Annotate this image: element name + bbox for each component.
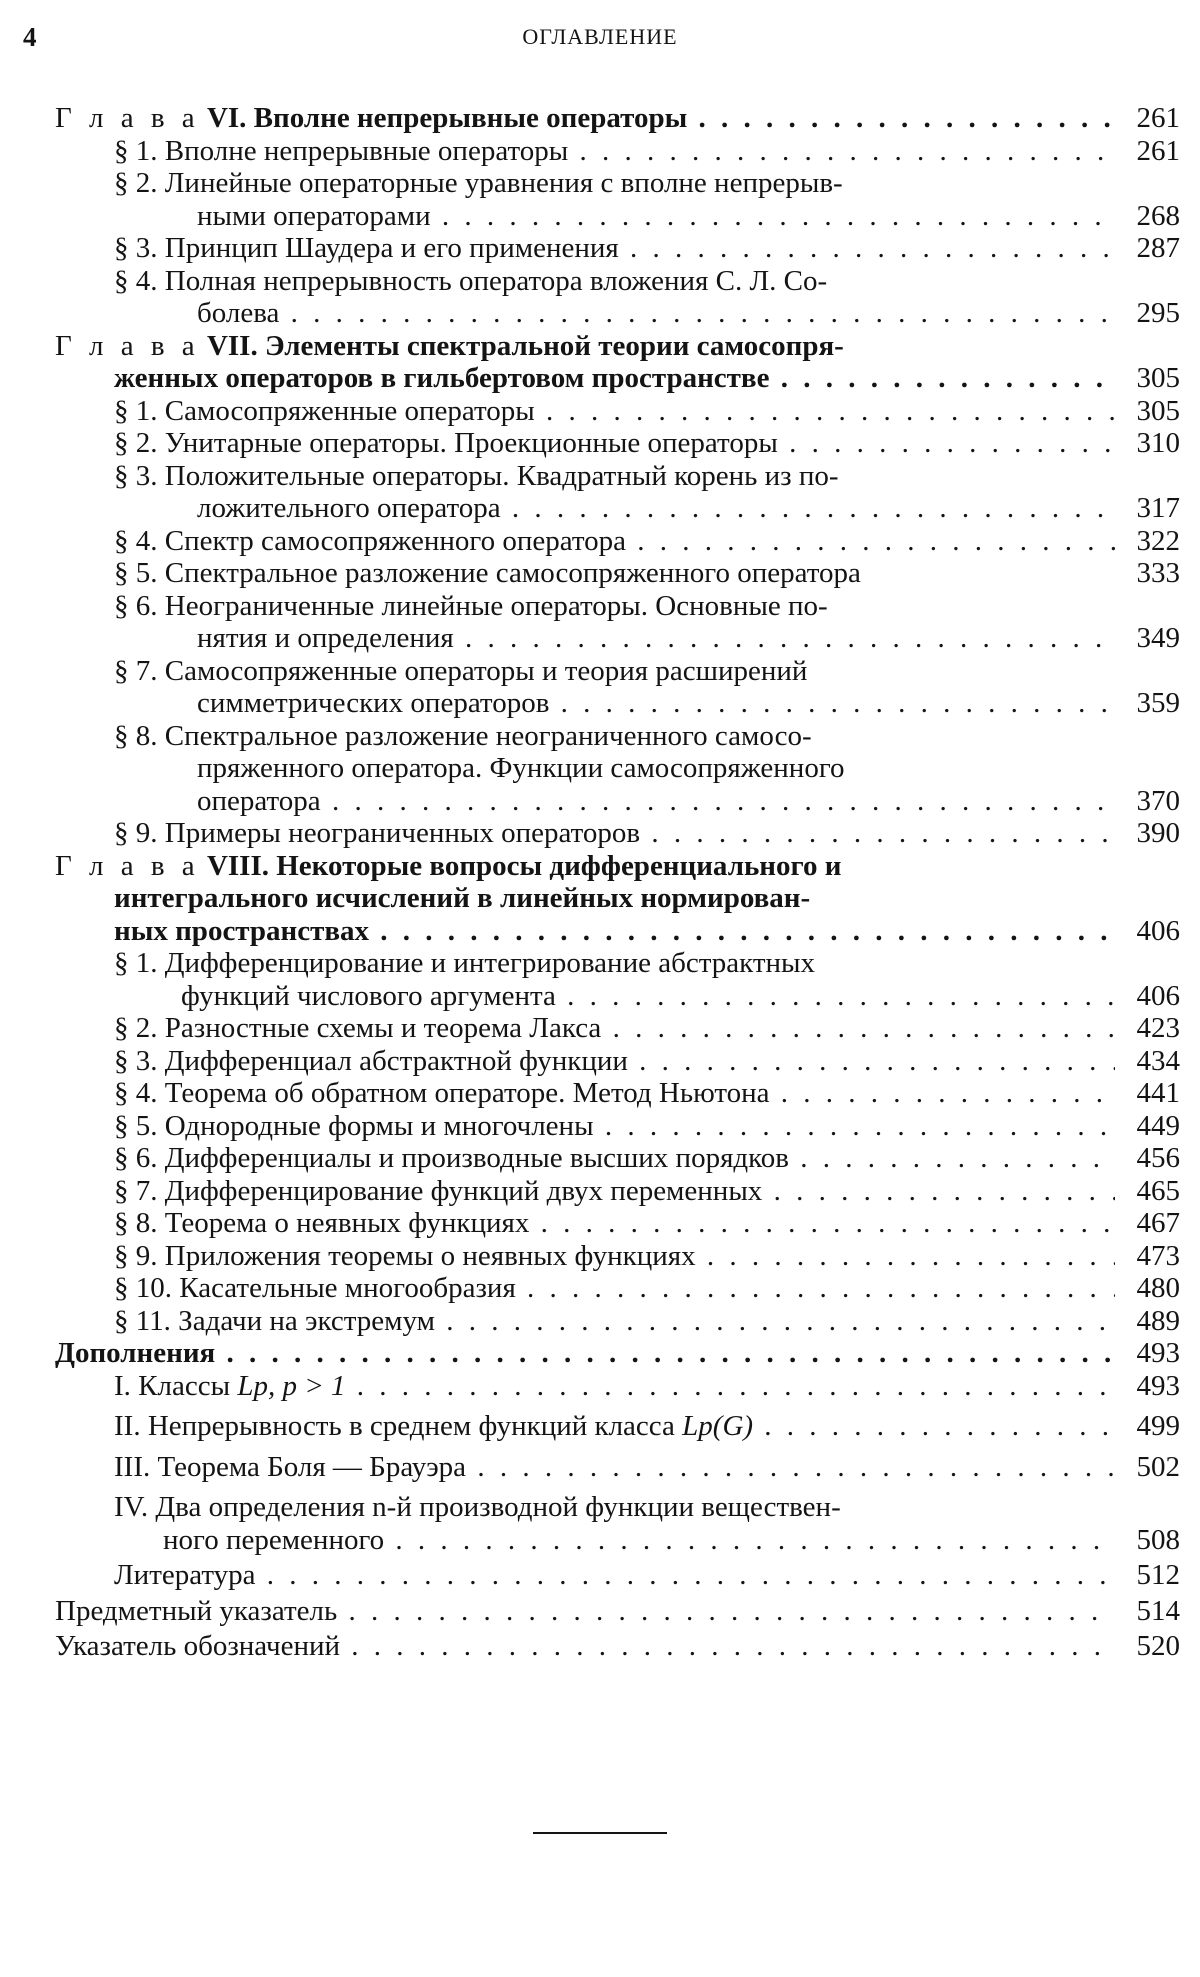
toc-entry-title — [114, 882, 810, 915]
toc-entry-text: женных операторов в гильбертовом пространстве — [114, 362, 770, 394]
toc-entry-title — [114, 817, 1115, 850]
toc-entry — [55, 622, 1180, 655]
toc-entry — [55, 1207, 1180, 1240]
toc-entry-title — [55, 850, 841, 883]
toc-entry — [55, 817, 1180, 850]
toc-entry-title — [114, 1451, 1115, 1484]
toc-page-number: 261 — [1136, 102, 1180, 134]
toc-entry — [55, 362, 1180, 395]
toc-page-number: 467 — [1136, 1207, 1180, 1239]
toc-entry-title — [114, 1175, 1115, 1208]
toc-entry-text: § 3. Дифференциал абстрактной функции — [114, 1044, 628, 1077]
toc-entry-text: § 5. Спектральное разложение самосопряженного оператора — [114, 557, 861, 589]
toc-entry — [55, 1175, 1180, 1208]
toc-entry — [55, 1272, 1180, 1305]
toc-entry-text: ными операторами — [197, 199, 431, 232]
toc-entry — [55, 850, 1180, 883]
toc-entry-text: § 4. Полная непрерывность оператора вложения С. Л. Со- — [114, 264, 828, 297]
toc-entry — [55, 102, 1180, 135]
toc-page-number: 514 — [1136, 1594, 1180, 1627]
toc-entry — [55, 1142, 1180, 1175]
toc-page-number: 441 — [1136, 1077, 1180, 1109]
toc-entry-text: IV. Два определения n-й производной функции веществен- — [114, 1491, 841, 1523]
toc-entry — [55, 1595, 1180, 1628]
toc-entry — [55, 655, 1180, 688]
toc-page-number: 456 — [1136, 1142, 1180, 1174]
toc-entry-text: § 5. Однородные формы и многочлены — [114, 1109, 594, 1142]
toc-entry-text: § 9. Примеры неограниченных операторов — [114, 817, 641, 849]
toc-entry-title — [197, 200, 1115, 233]
toc-entry — [55, 1110, 1180, 1143]
toc-entry — [55, 395, 1180, 428]
toc-entry-text: Предметный указатель — [55, 1594, 338, 1627]
toc-entry-text: § 3. Положительные операторы. Квадратный корень из по- — [114, 459, 839, 492]
separator-rule — [533, 1832, 667, 1834]
toc-entry-title — [114, 1272, 1115, 1305]
toc-entry — [55, 1077, 1180, 1110]
toc-entry-title — [114, 1370, 1115, 1403]
table-of-contents — [55, 102, 1180, 1663]
toc-entry-text: VIII. Некоторые вопросы дифференциального и — [199, 849, 842, 882]
toc-entry-text: III. Теорема Боля — Брауэра — [114, 1450, 467, 1483]
toc-entry-title — [197, 622, 1115, 655]
toc-entry-text: § 6. Дифференциалы и производные высших порядков — [114, 1142, 789, 1174]
toc-entry-title — [181, 980, 1115, 1013]
toc-page-number: 287 — [1136, 232, 1180, 264]
toc-entry — [55, 752, 1180, 785]
toc-entry — [55, 947, 1180, 980]
toc-entry-text: § 8. Спектральное разложение неограниченного самосо- — [114, 719, 812, 752]
toc-entry-title — [114, 590, 828, 623]
toc-entry-text: § 2. Линейные операторные уравнения с вполне непрерыв- — [114, 167, 843, 199]
toc-entry-text: § 3. Принцип Шаудера и его применения — [114, 232, 619, 264]
toc-entry-title — [197, 492, 1115, 525]
toc-entry-text: болева — [197, 297, 280, 329]
toc-page-number: 406 — [1136, 914, 1180, 947]
toc-entry-text: ных пространствах — [114, 914, 370, 947]
toc-entry — [55, 330, 1180, 363]
toc-entry-text: оператора — [197, 784, 321, 817]
toc-entry — [55, 1630, 1180, 1663]
toc-entry-title — [163, 1524, 1115, 1557]
toc-entry — [55, 167, 1180, 200]
toc-entry — [55, 590, 1180, 623]
toc-entry-title — [114, 1240, 1115, 1273]
toc-entry — [55, 492, 1180, 525]
running-head: ОГЛАВЛЕНИЕ — [522, 24, 678, 49]
toc-entry-text: § 9. Приложения теоремы о неявных функциях — [114, 1239, 696, 1272]
toc-entry — [55, 1012, 1180, 1045]
toc-entry-text: Дополнения — [55, 1337, 216, 1369]
toc-entry-text: симметрических операторов — [197, 687, 550, 719]
toc-entry — [55, 1524, 1180, 1557]
toc-entry — [55, 460, 1180, 493]
toc-entry — [55, 1240, 1180, 1273]
toc-entry-text: § 4. Спектр самосопряженного оператора — [114, 524, 627, 557]
toc-page-number: 502 — [1136, 1450, 1180, 1483]
toc-entry-text: § 1. Самосопряженные операторы — [114, 394, 535, 427]
toc-entry — [55, 297, 1180, 330]
toc-page-number: 333 — [1136, 557, 1180, 589]
toc-entry-title — [55, 1337, 1115, 1370]
chapter-prefix: Г л а в а — [55, 329, 200, 362]
toc-page-number: 305 — [1136, 362, 1180, 394]
toc-entry — [55, 980, 1180, 1013]
toc-entry-text: § 8. Теорема о неявных функциях — [114, 1207, 530, 1239]
toc-entry-text: ложительного оператора — [197, 492, 501, 524]
toc-entry-title — [114, 167, 843, 200]
toc-entry — [55, 785, 1180, 818]
toc-entry-title — [114, 460, 839, 493]
toc-entry-title — [197, 297, 1115, 330]
toc-entry-title — [114, 265, 827, 298]
toc-page-number: 508 — [1136, 1523, 1180, 1556]
toc-entry-text: интегрального исчислений в линейных нормирован- — [114, 882, 811, 914]
toc-page-number: 349 — [1136, 622, 1180, 654]
toc-entry — [55, 265, 1180, 298]
page-number: 4 — [23, 22, 37, 52]
toc-entry-title — [114, 720, 812, 753]
toc-entry-title — [197, 785, 1115, 818]
toc-entry-title — [114, 525, 1115, 558]
toc-page-number: 480 — [1136, 1272, 1180, 1304]
toc-entry-text: I. Классы — [114, 1369, 238, 1402]
toc-page-number: 310 — [1136, 427, 1180, 459]
toc-entry-title — [114, 557, 861, 590]
toc-entry — [55, 1337, 1180, 1370]
toc-entry-text: функций числового аргумента — [181, 979, 556, 1012]
toc-entry-title — [114, 1077, 1115, 1110]
toc-page-number: 489 — [1136, 1304, 1180, 1337]
toc-entry-text: VI. Вполне непрерывные операторы — [199, 102, 688, 134]
toc-entry-title — [114, 1045, 1115, 1078]
toc-entry — [55, 1045, 1180, 1078]
toc-entry-text: § 2. Унитарные операторы. Проекционные операторы — [114, 427, 778, 459]
toc-entry — [55, 720, 1180, 753]
toc-entry-text: § 7. Самосопряженные операторы и теория расширений — [114, 654, 808, 687]
toc-entry-text: II. Непрерывность в среднем функций класса — [114, 1410, 683, 1442]
toc-entry-title — [114, 1110, 1115, 1143]
toc-entry-text: ного переменного — [163, 1523, 385, 1556]
toc-entry-title — [197, 687, 1115, 720]
toc-entry — [55, 200, 1180, 233]
toc-page-number: 520 — [1136, 1630, 1180, 1662]
toc-entry — [55, 882, 1180, 915]
toc-entry-title — [114, 427, 1115, 460]
toc-entry — [55, 1305, 1180, 1338]
toc-entry-text: § 7. Дифференцирование функций двух переменных — [114, 1174, 763, 1207]
toc-entry-text: § 2. Разностные схемы и теорема Лакса — [114, 1012, 602, 1044]
toc-entry-title — [197, 752, 845, 785]
toc-entry-title — [114, 1410, 1115, 1443]
toc-entry-text: § 1. Вполне непрерывные операторы — [114, 134, 569, 167]
toc-entry — [55, 1451, 1180, 1484]
toc-entry-text: § 1. Дифференцирование и интегрирование абстрактных — [114, 947, 815, 979]
toc-entry — [55, 135, 1180, 168]
toc-entry-text: VII. Элементы спектральной теории самосопря- — [199, 329, 844, 362]
chapter-prefix: Г л а в а — [55, 102, 200, 134]
toc-entry — [55, 1559, 1180, 1592]
toc-entry-title — [55, 330, 844, 363]
toc-entry-title — [114, 947, 815, 980]
toc-entry-text: § 6. Неограниченные линейные операторы. Основные по- — [114, 589, 828, 622]
toc-entry — [55, 1491, 1180, 1524]
toc-entry-text: Литература — [114, 1559, 256, 1591]
toc-page-number: 370 — [1136, 784, 1180, 817]
toc-page-number: 295 — [1136, 297, 1180, 329]
toc-page-number: 406 — [1136, 979, 1180, 1012]
toc-page-number: 465 — [1136, 1174, 1180, 1207]
toc-entry-title — [55, 1595, 1115, 1628]
toc-entry-title — [114, 655, 807, 688]
toc-entry-title — [114, 915, 1115, 948]
toc-page-number: 434 — [1136, 1044, 1180, 1077]
toc-entry-text: § 11. Задачи на экстремум — [114, 1304, 435, 1337]
toc-entry-title — [114, 1491, 841, 1524]
toc-page-number: 317 — [1136, 492, 1180, 524]
toc-entry — [55, 525, 1180, 558]
toc-entry-title — [114, 395, 1115, 428]
toc-entry-title — [114, 1142, 1115, 1175]
toc-entry — [55, 687, 1180, 720]
toc-entry-title — [55, 102, 1115, 135]
toc-page-number: 305 — [1136, 394, 1180, 427]
toc-entry — [55, 1370, 1180, 1403]
toc-entry-title — [114, 362, 1115, 395]
toc-page-number: 322 — [1136, 524, 1180, 557]
toc-entry-title — [114, 1207, 1115, 1240]
toc-page-number: 493 — [1136, 1337, 1180, 1369]
toc-entry-text: пряженного оператора. Функции самосопряженного — [197, 752, 845, 784]
math-formula: Lp(G) — [682, 1410, 754, 1442]
toc-entry — [55, 427, 1180, 460]
toc-page-number: 268 — [1136, 199, 1180, 232]
toc-page-number: 512 — [1136, 1559, 1180, 1591]
toc-page-number: 493 — [1136, 1369, 1180, 1402]
toc-entry-title — [55, 1630, 1115, 1663]
toc-page-number: 499 — [1136, 1410, 1180, 1442]
math-formula: Lp, p > 1 — [237, 1369, 346, 1402]
toc-entry-title — [114, 1305, 1115, 1338]
toc-page-number: 390 — [1136, 817, 1180, 849]
toc-entry-title — [114, 135, 1115, 168]
chapter-prefix: Г л а в а — [55, 849, 200, 882]
toc-entry — [55, 557, 1180, 590]
toc-entry — [55, 1410, 1180, 1443]
toc-page-number: 359 — [1136, 687, 1180, 719]
toc-entry — [55, 915, 1180, 948]
toc-entry-text: § 4. Теорема об обратном операторе. Метод Ньютона — [114, 1077, 770, 1109]
toc-entry-title — [114, 1012, 1115, 1045]
toc-entry-title — [114, 232, 1115, 265]
toc-entry-title — [114, 1559, 1115, 1592]
toc-page-number: 473 — [1136, 1239, 1180, 1272]
toc-entry-text: Указатель обозначений — [55, 1630, 341, 1662]
toc-entry-text: § 10. Касательные многообразия — [114, 1272, 516, 1304]
toc-page-number: 423 — [1136, 1012, 1180, 1044]
toc-entry-text: нятия и определения — [197, 622, 454, 654]
toc-entry — [55, 232, 1180, 265]
toc-page-number: 261 — [1136, 134, 1180, 167]
toc-page-number: 449 — [1136, 1109, 1180, 1142]
